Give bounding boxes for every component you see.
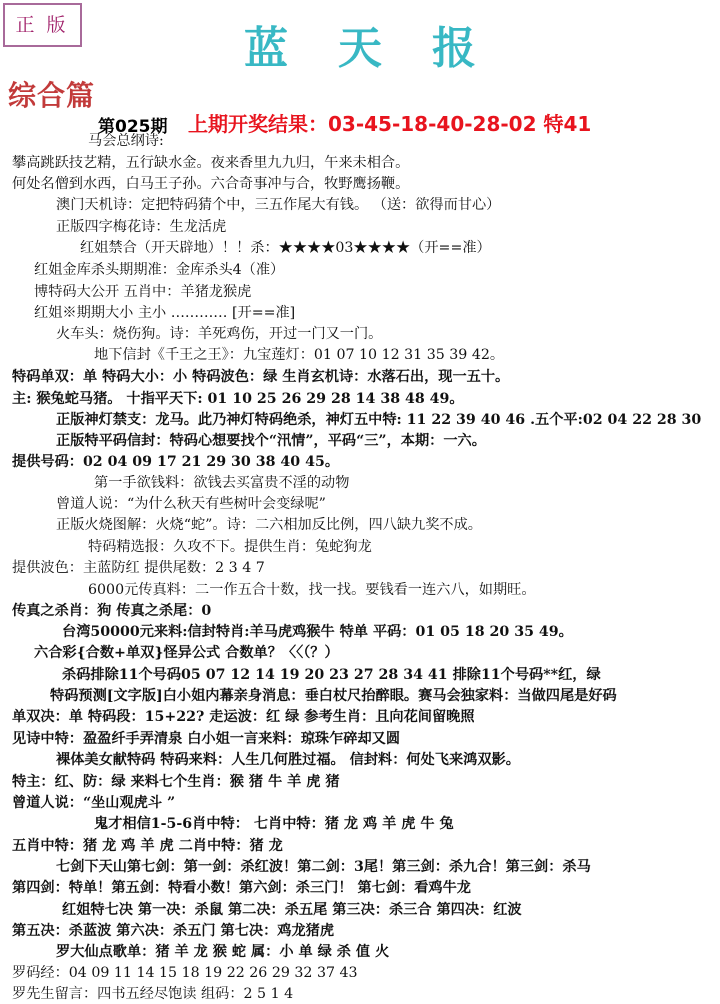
text-line: 特主：红、防：绿 来料七个生肖：猴 猪 牛 羊 虎 猪 xyxy=(12,774,340,790)
newspaper-title: 蓝天报 xyxy=(244,23,526,74)
text-line: 罗大仙点歌单：猪 羊 龙 猴 蛇 属：小 单 绿 杀 值 火 xyxy=(56,944,390,960)
text-line: 见诗中特：盈盈纤手弄清泉 白小姐一言来料：琼珠乍碎却又圆 xyxy=(12,731,401,747)
text-line: 提供波色：主蓝防红 提供尾数：2 3 4 7 xyxy=(12,560,265,576)
text-line: 6000元传真料：二一作五合十数，找一找。要钱看一连六八，如期旺。 xyxy=(88,582,536,598)
text-line: 第五决：杀蓝波 第六决：杀五门 第七决：鸡龙猪虎 xyxy=(12,923,335,939)
text-line: 正版四字梅花诗：生龙活虎 xyxy=(56,219,227,235)
text-line: 攀高跳跃技艺精，五行缺水金。夜来香里九九归，午来未相合。 xyxy=(12,155,410,171)
text-line: 鬼才相信1-5-6肖中特： 七肖中特：猪 龙 鸡 羊 虎 牛 兔 xyxy=(94,816,454,832)
text-line: 第四剑：特单！第五剑：特看小数！第六剑：杀三门！ 第七剑：看鸡牛龙 xyxy=(12,880,471,896)
text-line: 红姐禁合（开天辟地）！！杀：★★★★03★★★★（开==准） xyxy=(80,240,491,256)
text-line: 澳门天机诗：定把特码猜个中，三五作尾大有钱。 （送：欲得而甘心） xyxy=(56,197,501,213)
text-line: 火车头：烧伤狗。诗：羊死鸡伤，开过一门又一门。 xyxy=(56,326,383,342)
text-line: 正版特平码信封：特码心想要找个“汛情”，平码“三”，本期：一六。 xyxy=(56,433,486,449)
text-line: 红姐特七决 第一决：杀鼠 第二决：杀五尾 第三决：杀三合 第四决：红波 xyxy=(62,902,522,918)
text-line: 五肖中特：猪 龙 鸡 羊 虎 二肖中特：猪 龙 xyxy=(12,838,283,854)
text-line: 正版火烧图解：火烧“蛇”。诗：二六相加反比例，四八缺九奖不成。 xyxy=(56,517,482,533)
text-line: 特码精选报：久攻不下。提供生肖：兔蛇狗龙 xyxy=(88,539,372,555)
section-heading: 综合篇 xyxy=(8,79,96,112)
issue-number: 第025期 xyxy=(98,117,168,137)
text-line: 杀码排除11个号码05 07 12 14 19 20 23 27 28 34 41 排除11个号码**红，绿 xyxy=(62,667,601,683)
text-line: 地下信封《千王之王》：九宝莲灯：01 07 10 12 31 35 39 42。 xyxy=(94,347,505,363)
text-line: 特码单双：单 特码大小：小 特码波色：绿 生肖玄机诗：水落石出，现一五十。 xyxy=(12,369,510,385)
text-line: 六合彩{合数+单双}怪异公式 合数单？〈〈（？） xyxy=(34,645,339,661)
text-line: 第一手欲钱料：欲钱去买富贵不淫的动物 xyxy=(94,475,350,491)
text-line: 裸体美女献特码 特码来料：人生几何胜过福。 信封料：何处飞来鸿双影。 xyxy=(56,752,520,768)
text-line: 曾道人说：“为什么秋天有些树叶会变绿呢” xyxy=(56,496,326,512)
text-line: 单双决：单 特码段：15+22? 走运波：红 绿 参考生肖：且向花间留晚照 xyxy=(12,709,475,725)
text-line: 主: 猴兔蛇马猪。 十指平天下: 01 10 25 26 29 28 14 38 48 49。 xyxy=(12,391,464,407)
text-line: 传真之杀肖：狗 传真之杀尾：0 xyxy=(12,603,212,619)
text-line: 特码预测[文字版]白小姐内幕亲身消息：垂白杖尺抬醉眼。赛马会独家料：当做四尾是好码 xyxy=(50,688,617,704)
text-line: 正版神灯禁支：龙马。此乃神灯特码绝杀，神灯五中特: 11 22 39 40 46 .五个平:02 04 22 28 30 xyxy=(56,412,702,428)
last-draw-result: 上期开奖结果：03-45-18-40-28-02 特41 xyxy=(188,112,592,136)
text-line: 马会总纲诗: xyxy=(88,133,164,149)
text-line: 博特码大公开 五肖中：羊猪龙猴虎 xyxy=(34,284,252,300)
text-line: 提供号码：02 04 09 17 21 29 30 38 40 45。 xyxy=(12,454,340,470)
text-line: 红姐※期期大小 主小 ………… [开==准] xyxy=(34,305,296,321)
text-line: 曾道人说：“坐山观虎斗 ” xyxy=(12,795,176,811)
text-line: 何处名僧到水西，白马王子孙。六合奇事冲与合，牧野鹰扬鞭。 xyxy=(12,176,410,192)
text-line: 罗码经：04 09 11 14 15 18 19 22 26 29 32 37 43 xyxy=(12,965,358,981)
text-line: 七剑下天山第七剑：第一剑：杀红波！第二剑：3尾！第三剑：杀九合！第三剑：杀马 xyxy=(56,859,591,875)
text-line: 台湾50000元来料:信封特肖:羊马虎鸡猴牛 特单 平码：01 05 18 20 35 49。 xyxy=(62,624,573,640)
genuine-badge: 正版 xyxy=(3,3,82,47)
text-line: 红姐金库杀头期期准：金库杀头4（准） xyxy=(34,262,285,278)
text-line: 罗先生留言：四书五经尽饱读 组码：2 5 1 4 xyxy=(12,986,294,1002)
